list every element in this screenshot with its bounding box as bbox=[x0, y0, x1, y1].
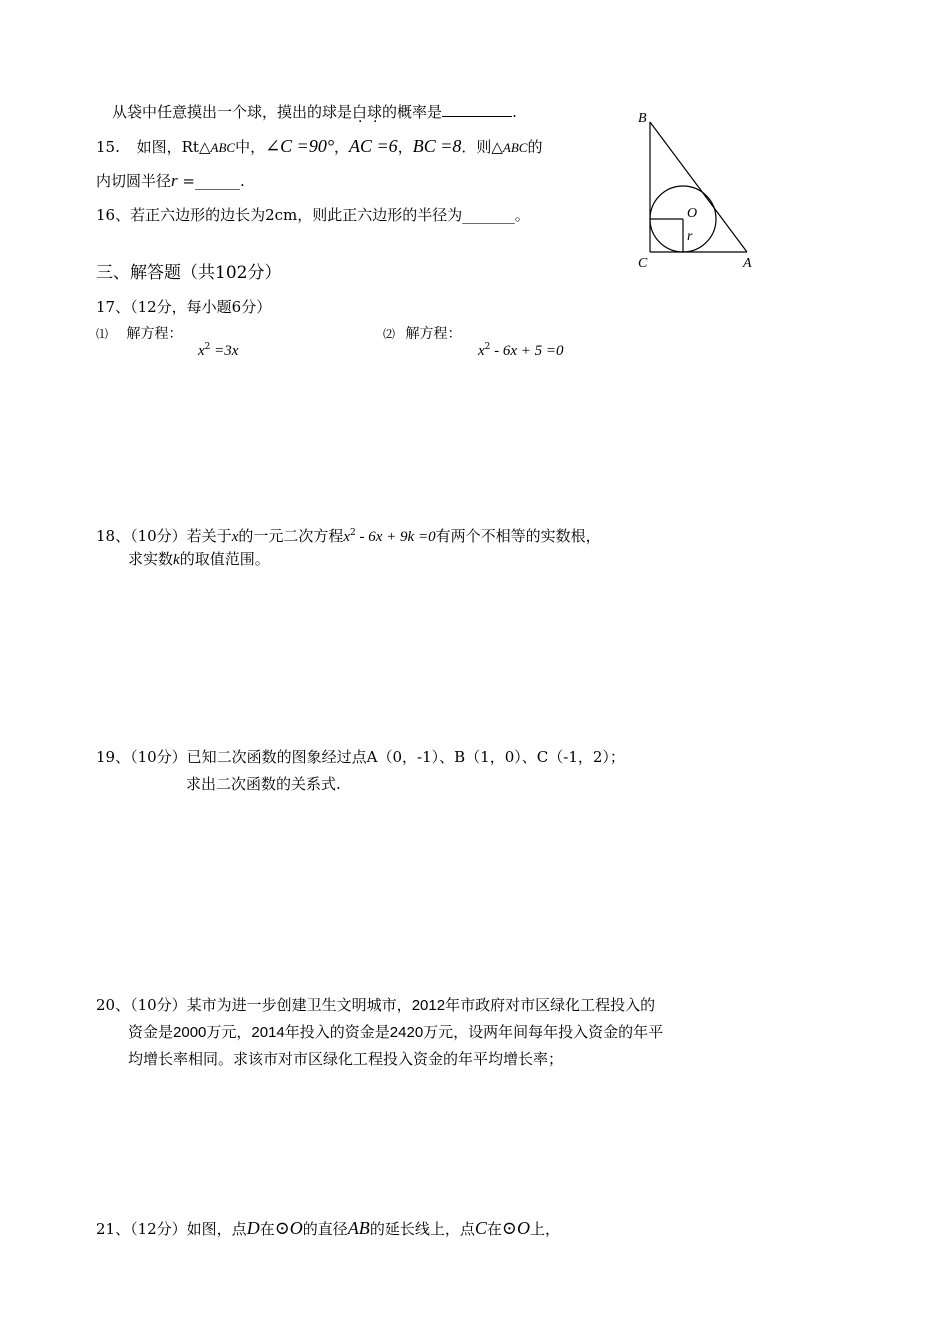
q17-p1-text: 解方程： bbox=[126, 326, 183, 342]
q15-line2 bbox=[96, 171, 245, 191]
q15-answer-blank[interactable]: ______ bbox=[194, 172, 240, 190]
q17-eq2-sup: 2 bbox=[484, 342, 491, 352]
q15-pre: 如图，Rt△ bbox=[136, 138, 211, 156]
q15-r: r bbox=[171, 171, 178, 190]
q15-end: . bbox=[239, 172, 245, 190]
q21-text-d: 的延长线上，点 bbox=[369, 1220, 475, 1238]
q17-eq1 bbox=[198, 337, 238, 361]
q18-eq-x: x bbox=[343, 529, 351, 545]
q15-ac: AC =6 bbox=[349, 136, 398, 156]
q14-tail bbox=[112, 101, 517, 122]
triangle-incircle-figure bbox=[630, 105, 760, 275]
q15-angle: ∠C =90° bbox=[265, 136, 335, 156]
q18-line2 bbox=[128, 549, 270, 570]
q17-part2 bbox=[383, 324, 461, 344]
side-ab bbox=[650, 122, 747, 252]
q17-eq1-rest: =3x bbox=[210, 343, 239, 359]
q16-line bbox=[96, 205, 530, 225]
q15-post2: 的 bbox=[527, 138, 543, 156]
q17-head: 17、（12分，每小题6分） bbox=[96, 298, 272, 316]
q19-line2: 求出二次函数的关系式. bbox=[186, 775, 341, 793]
section-3-heading: 三、解答题（共102分） bbox=[96, 263, 282, 283]
q14-answer-blank[interactable] bbox=[442, 101, 512, 117]
q20-line3: 均增长率相同。求该市对市区绿化工程投入资金的年平均增长率； bbox=[128, 1050, 564, 1068]
q20-text-c: 资金是 bbox=[128, 1023, 174, 1041]
q21-text-a: 21、（12分）如图，点 bbox=[96, 1220, 247, 1238]
q16-end: 。 bbox=[514, 206, 530, 224]
q15-number: 15. bbox=[96, 138, 120, 156]
q21-circle-o-2: ⊙O bbox=[501, 1218, 530, 1238]
q17-p1-label: ⑴ bbox=[96, 327, 109, 341]
q15-post1: ．则△ bbox=[461, 138, 503, 156]
q16-text: 16、若正六边形的边长为2cm，则此正六边形的半径为 bbox=[96, 206, 463, 224]
q16-answer-blank[interactable]: _______ bbox=[462, 206, 515, 224]
q14-emph-1: 白 bbox=[352, 103, 368, 121]
q17-eq2-rest: - 6x + 5 =0 bbox=[490, 343, 564, 359]
label-b: B bbox=[638, 111, 647, 126]
q14-end: . bbox=[512, 103, 517, 121]
q18-text-e: 的取值范围。 bbox=[179, 550, 270, 568]
q21-circle-o-1: ⊙O bbox=[274, 1218, 303, 1238]
q21-text-b: 在 bbox=[259, 1220, 275, 1238]
q17-eq1-x: x bbox=[198, 343, 205, 359]
q18-var-x: x bbox=[231, 529, 239, 545]
q15-triangle-2: ABC bbox=[502, 140, 528, 155]
q20-text-a: 20、（10分）某市为进一步创建卫生文明城市， bbox=[96, 996, 412, 1014]
q20-text-e: 年投入的资金是 bbox=[284, 1023, 390, 1041]
q21-point-d: D bbox=[246, 1218, 260, 1238]
q20-text-b: 年市政府对市区绿化工程投入的 bbox=[445, 996, 656, 1014]
q18-text-d: 求实数 bbox=[128, 550, 174, 568]
q21-line1 bbox=[96, 1218, 560, 1239]
q14-text-after: 的概率是 bbox=[382, 103, 443, 121]
q15-line1: 15. 如图，Rt△ABC中，∠C =90°，AC =6，BC =8．则△ABC的 bbox=[96, 136, 543, 156]
q18-text-a: 18、（10分）若关于 bbox=[96, 527, 232, 545]
q20-text-f: 万元，设两年间每年投入资金的年平 bbox=[423, 1023, 664, 1041]
q20-year-2014: 2014 bbox=[251, 1024, 285, 1041]
q14-emph-2: 球 bbox=[367, 103, 383, 121]
q15-mid: 中， bbox=[235, 138, 266, 156]
label-a: A bbox=[743, 256, 752, 271]
q20-text-d: 万元， bbox=[206, 1023, 252, 1041]
label-r: r bbox=[687, 229, 693, 244]
q17-eq2 bbox=[478, 337, 564, 361]
q18-line1 bbox=[96, 523, 601, 547]
q15-triangle: ABC bbox=[210, 140, 236, 155]
q18-text-c: 有两个不相等的实数根， bbox=[435, 527, 601, 545]
q21-text-f: 上， bbox=[529, 1220, 560, 1238]
q17-p2-label: ⑵ bbox=[383, 327, 396, 341]
q15-eq: = bbox=[177, 172, 195, 190]
q21-text-c: 的直径 bbox=[302, 1220, 348, 1238]
q15-bc: BC =8 bbox=[412, 136, 462, 156]
q20-line1 bbox=[96, 995, 655, 1016]
label-o: O bbox=[687, 206, 698, 221]
q18-text-b: 的一元二次方程 bbox=[238, 527, 344, 545]
q14-text: 从袋中任意摸出一个球，摸出的球是 bbox=[112, 103, 353, 121]
q17-eq2-x: x bbox=[478, 343, 485, 359]
q17-p2-text: 解方程： bbox=[405, 326, 462, 342]
q17-part1 bbox=[96, 324, 182, 344]
q20-value-2000: 2000 bbox=[173, 1024, 207, 1041]
q18-eq-sup: 2 bbox=[350, 528, 356, 538]
q19-line1: 19、（10分）已知二次函数的图象经过点A（0，-1）、B（1，0）、C（-1，2）； bbox=[96, 748, 625, 766]
q18-var-k: k bbox=[173, 552, 180, 568]
q21-text-e: 在 bbox=[486, 1220, 502, 1238]
q21-diameter-ab: AB bbox=[347, 1218, 370, 1238]
q17-eq1-sup: 2 bbox=[204, 342, 211, 352]
q20-year-2012: 2012 bbox=[411, 997, 446, 1014]
q15-line2-text: 内切圆半径 bbox=[96, 172, 172, 190]
q20-value-2420: 2420 bbox=[389, 1024, 424, 1041]
q21-point-c: C bbox=[474, 1218, 487, 1238]
q18-eq-rest: - 6x + 9k =0 bbox=[355, 529, 436, 545]
label-c: C bbox=[638, 256, 648, 271]
q20-line2 bbox=[128, 1022, 663, 1043]
